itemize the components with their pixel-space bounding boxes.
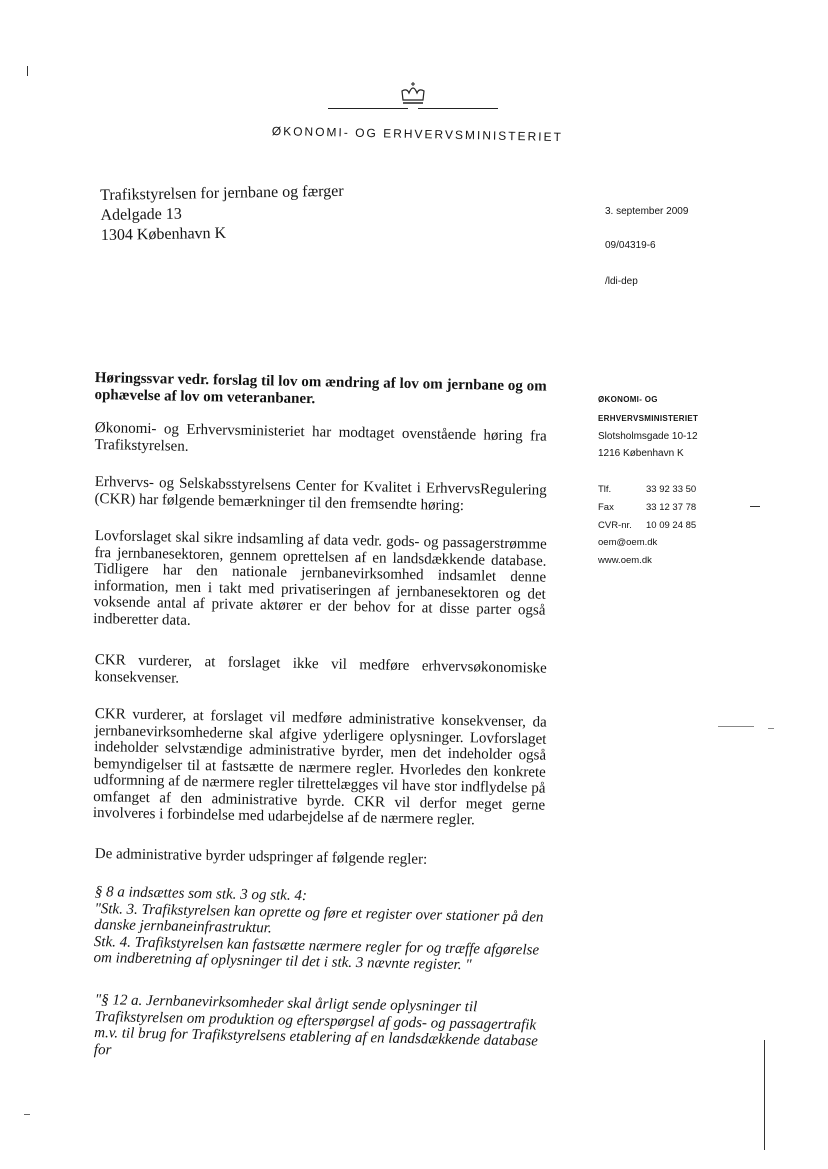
cvr-label: CVR-nr. <box>598 520 632 531</box>
recipient-address <box>100 182 345 246</box>
body-paragraph: Erhvervs- og Selskabsstyrelsens Center for Kvalitet i ErhvervsRegulering (CKR) har følgende bemærkninger til den fremsendte høring: <box>94 474 547 514</box>
sender-city: 1216 København K <box>598 448 684 459</box>
body-paragraph: De administrative byrder udspringer af følgende regler: <box>94 846 428 868</box>
fax-value: 33 12 37 78 <box>646 502 697 513</box>
sender-name-line1: ØKONOMI- OG <box>598 395 658 404</box>
contact-website: www.oem.dk <box>598 555 652 566</box>
contact-fax <box>598 502 696 513</box>
body-paragraph: Lovforslaget skal sikre indsamling af data vedr. gods- og passagerstrømme fra jernbanesektoren, gennem oprettelsen af en landsdækkende database. Tidligere har den nationale jernbanevirksomhed indsamlet denne information, men i takt med privatiseringen af jernbanesektoren og det voksende antal af private aktører er der behov for at disse parter også indberetter data. <box>93 528 547 629</box>
scan-mark <box>718 726 754 727</box>
letterhead-rule <box>328 108 408 109</box>
contact-cvr <box>598 520 696 531</box>
body-paragraph: CKR vurderer, at forslaget ikke vil medføre erhvervsøkonomiske konsekvenser. <box>94 652 547 687</box>
scan-mark <box>768 728 774 729</box>
cvr-value: 10 09 24 85 <box>646 520 697 531</box>
recipient-street: Adelgade 13 <box>100 205 182 224</box>
body-paragraph: Økonomi- og Erhvervsministeriet har modtaget ovenstående høring fra Trafikstyrelsen. <box>94 420 547 455</box>
sender-name-line2: ERHVERVSMINISTERIET <box>598 414 699 423</box>
crown-icon <box>398 80 428 108</box>
case-reference: 09/04319-6 <box>605 240 656 251</box>
letterhead-rule <box>418 108 498 109</box>
quote-line: § 8 a indsættes som stk. 3 og stk. 4: <box>94 884 308 905</box>
contact-email: oem@oem.dk <box>598 537 658 548</box>
ministry-name: ØKONOMI- OG ERHVERVSMINISTERIET <box>271 124 564 145</box>
scan-mark <box>750 506 760 507</box>
sender-street: Slotsholmsgade 10-12 <box>598 431 698 442</box>
scan-mark <box>764 1040 765 1150</box>
letter-date: 3. september 2009 <box>605 206 689 217</box>
contact-phone <box>598 484 696 495</box>
quote-line: "Stk. 3. Trafikstyrelsen kan oprette og føre et register over stationer på den danske jernbaneinfrastruktur. <box>94 900 544 937</box>
letter-subject: Høringssvar vedr. forslag til lov om ændring af lov om jernbane og om ophævelse af lov om veteranbaner. <box>94 370 547 408</box>
author-initials: /ldi-dep <box>605 276 638 287</box>
law-quote <box>93 884 547 975</box>
scan-mark <box>27 66 28 76</box>
body-paragraph: CKR vurderer, at forslaget vil medføre administrative konsekvenser, da jernbanevirksomhederne skal afgive yderligere oplysninger. Lovforslaget indeholder selvstændige administrative byrder, men det indeholder også bemyndigelser til at fastsætte de nærmere regler. Hvorledes den konkrete udformning af de nærmere regler tilrettelægges vil have stor indflydelse på omfanget af den administrative byrde. CKR vil derfor meget gerne involveres i forbindelse med udarbejdelse af de nærmere regler. <box>92 706 547 829</box>
recipient-name: Trafikstyrelsen for jernbane og færger <box>100 182 344 204</box>
quote-line: Stk. 4. Trafikstyrelsen kan fastsætte nærmere regler for og træffe afgørelse om indberetning af oplysninger til det i stk. 3 nævnte register. " <box>93 933 540 974</box>
scan-mark <box>24 1114 30 1115</box>
phone-value: 33 92 33 50 <box>646 484 697 495</box>
phone-label: Tlf. <box>598 484 612 495</box>
fax-label: Fax <box>598 502 614 513</box>
recipient-city: 1304 København K <box>100 224 227 244</box>
law-quote: "§ 12 a. Jernbanevirksomheder skal årligt sende oplysninger til Trafikstyrelsen om produktion og efterspørgsel af gods- og passagertrafik m.v. til brug for Trafikstyrelsens etablering af en landsdækkende database for <box>93 992 538 1058</box>
